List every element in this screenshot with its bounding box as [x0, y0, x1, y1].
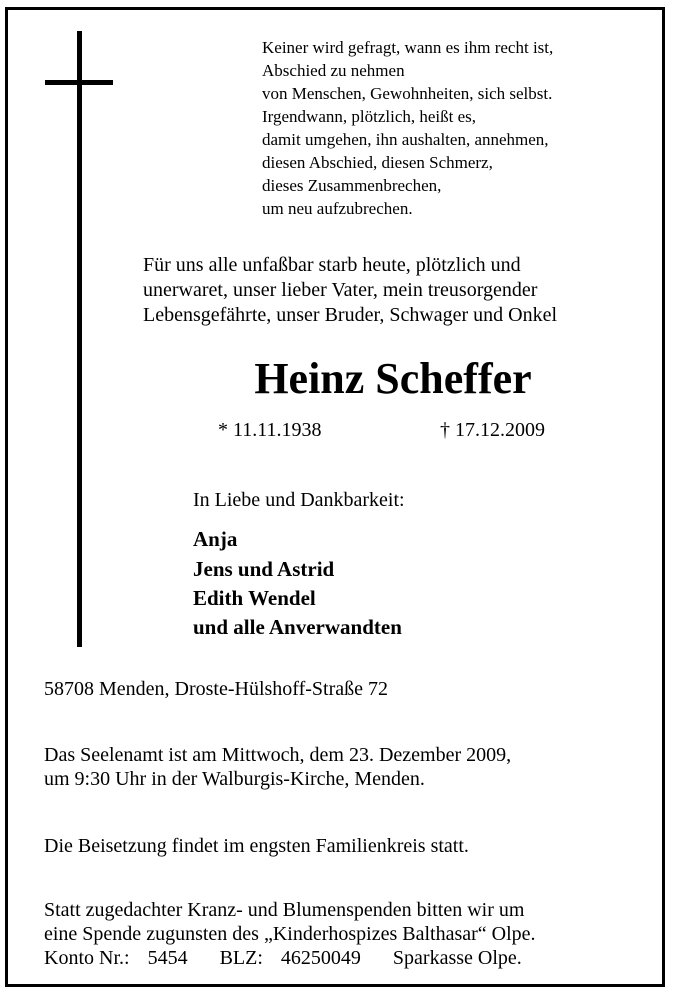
poem-line: um neu aufzubrechen.: [262, 199, 413, 218]
intro-line: Für uns alle unfaßbar starb heute, plötzlich und: [143, 254, 521, 276]
poem-line: damit umgehen, ihn aushalten, annehmen,: [262, 130, 549, 149]
mourners-heading: In Liebe und Dankbarkeit:: [193, 489, 405, 511]
donation-line: eine Spende zugunsten des „Kinderhospizes Balthasar“ Olpe.: [44, 923, 536, 945]
mourner-name: und alle Anverwandten: [193, 615, 402, 639]
intro-line: unerwaret, unser lieber Vater, mein treusorgender: [143, 279, 538, 301]
cross-horizontal-bar: [45, 80, 113, 85]
account-label: Konto Nr.:: [44, 947, 130, 969]
intro-line: Lebensgefährte, unser Bruder, Schwager und Onkel: [143, 304, 558, 326]
blz-label: BLZ:: [219, 947, 263, 969]
service-line: um 9:30 Uhr in der Walburgis-Kirche, Menden.: [44, 768, 425, 790]
deceased-name: Heinz Scheffer: [254, 354, 532, 403]
blz-number: 46250049: [280, 947, 361, 969]
mourner-name: Edith Wendel: [193, 586, 316, 610]
mourner-name: Anja: [193, 527, 238, 551]
poem-line: Irgendwann, plötzlich, heißt es,: [262, 107, 477, 126]
bank-details: [44, 946, 522, 970]
poem-line: Keiner wird gefragt, wann es ihm recht ist,: [262, 38, 554, 57]
service-line: Das Seelenamt ist am Mittwoch, dem 23. Dezember 2009,: [44, 744, 512, 766]
cross-vertical-bar: [77, 31, 82, 647]
death-date: † 17.12.2009: [440, 419, 545, 441]
address: 58708 Menden, Droste-Hülshoff-Straße 72: [44, 678, 389, 700]
burial-info: Die Beisetzung findet im engsten Familienkreis statt.: [44, 835, 469, 857]
birth-date: * 11.11.1938: [218, 419, 322, 441]
account-number: 5454: [147, 947, 188, 969]
bank-name: Sparkasse Olpe.: [392, 947, 522, 969]
donation-line: Statt zugedachter Kranz- und Blumenspenden bitten wir um: [44, 899, 525, 921]
poem-line: diesen Abschied, diesen Schmerz,: [262, 153, 493, 172]
poem-line: dieses Zusammenbrechen,: [262, 176, 442, 195]
poem-line: von Menschen, Gewohnheiten, sich selbst.: [262, 84, 553, 103]
poem-line: Abschied zu nehmen: [262, 61, 405, 80]
mourner-name: Jens und Astrid: [193, 557, 335, 581]
